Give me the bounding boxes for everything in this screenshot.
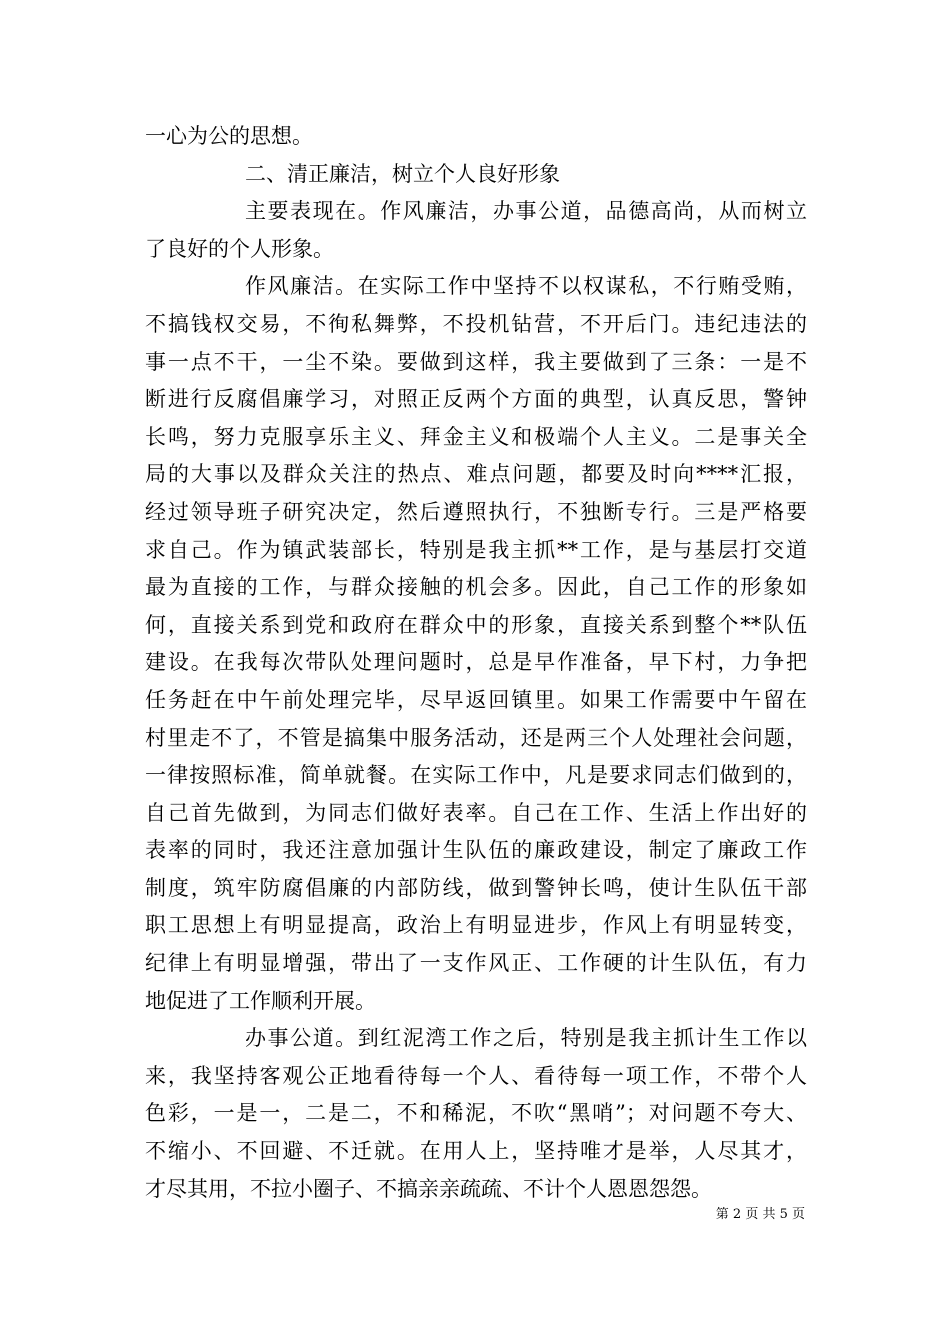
paragraph-line: 断进行反腐倡廉学习，对照正反两个方面的典型，认真反思，警钟 bbox=[145, 387, 807, 412]
paragraph-line: 一心为公的思想。 bbox=[145, 124, 313, 148]
paragraph-line: 职工思想上有明显提高，政治上有明显进步，作风上有明显转变， bbox=[145, 913, 807, 938]
paragraph-line: 作风廉洁。在实际工作中坚持不以权谋私，不行贿受贿， bbox=[245, 274, 807, 299]
paragraph-line: 村里走不了，不管是搞集中服务活动，还是两三个人处理社会问题， bbox=[145, 725, 807, 750]
paragraph-line: 办事公道。到红泥湾工作之后，特别是我主抓计生工作以 bbox=[245, 1026, 807, 1051]
paragraph-line: 一律按照标准，简单就餐。在实际工作中，凡是要求同志们做到的， bbox=[145, 763, 807, 788]
paragraph-line: 何，直接关系到党和政府在群众中的形象，直接关系到整个**队伍 bbox=[145, 612, 807, 637]
document-body bbox=[145, 118, 807, 1208]
paragraph-line: 地促进了工作顺利开展。 bbox=[145, 988, 376, 1013]
paragraph-line: 纪律上有明显增强，带出了一支作风正、工作硬的计生队伍，有力 bbox=[145, 951, 807, 976]
paragraph-line: 表率的同时，我还注意加强计生队伍的廉政建设，制定了廉政工作 bbox=[145, 838, 807, 863]
paragraph-line: 制度，筑牢防腐倡廉的内部防线，做到警钟长鸣，使计生队伍干部 bbox=[145, 875, 807, 900]
paragraph-line: 才尽其用，不拉小圈子、不搞亲亲疏疏、不计个人恩恩怨怨。 bbox=[145, 1176, 712, 1201]
paragraph-line: 了良好的个人形象。 bbox=[145, 236, 334, 261]
paragraph-line: 自己首先做到，为同志们做好表率。自己在工作、生活上作出好的 bbox=[145, 800, 807, 825]
section-heading: 二、清正廉洁，树立个人良好形象 bbox=[245, 161, 560, 186]
paragraph-line: 最为直接的工作，与群众接触的机会多。因此，自己工作的形象如 bbox=[145, 575, 807, 600]
page-number: 第 2 页 共 5 页 bbox=[715, 1207, 805, 1222]
paragraph-line: 不缩小、不回避、不迁就。在用人上，坚持唯才是举，人尽其才， bbox=[145, 1139, 807, 1164]
paragraph-line: 长鸣，努力克服享乐主义、拜金主义和极端个人主义。二是事关全 bbox=[145, 424, 807, 449]
paragraph-line: 色彩，一是一，二是二，不和稀泥，不吹“黑哨”；对问题不夸大、 bbox=[145, 1101, 807, 1126]
paragraph-line: 不搞钱权交易，不徇私舞弊，不投机钻营，不开后门。违纪违法的 bbox=[145, 311, 807, 336]
paragraph-line: 事一点不干，一尘不染。要做到这样，我主要做到了三条：一是不 bbox=[145, 349, 807, 374]
paragraph-line: 来，我坚持客观公正地看待每一个人、看待每一项工作，不带个人 bbox=[145, 1063, 807, 1088]
paragraph-line: 建设。在我每次带队处理问题时，总是早作准备，早下村，力争把 bbox=[145, 650, 807, 675]
paragraph-line: 局的大事以及群众关注的热点、难点问题，都要及时向****汇报， bbox=[145, 462, 807, 487]
paragraph-line: 经过领导班子研究决定，然后遵照执行，不独断专行。三是严格要 bbox=[145, 499, 807, 524]
paragraph-line: 主要表现在。作风廉洁，办事公道，品德高尚，从而树立 bbox=[245, 199, 807, 224]
paragraph-line: 任务赶在中午前处理完毕，尽早返回镇里。如果工作需要中午留在 bbox=[145, 687, 807, 712]
paragraph-line: 求自己。作为镇武装部长，特别是我主抓**工作，是与基层打交道 bbox=[145, 537, 807, 562]
